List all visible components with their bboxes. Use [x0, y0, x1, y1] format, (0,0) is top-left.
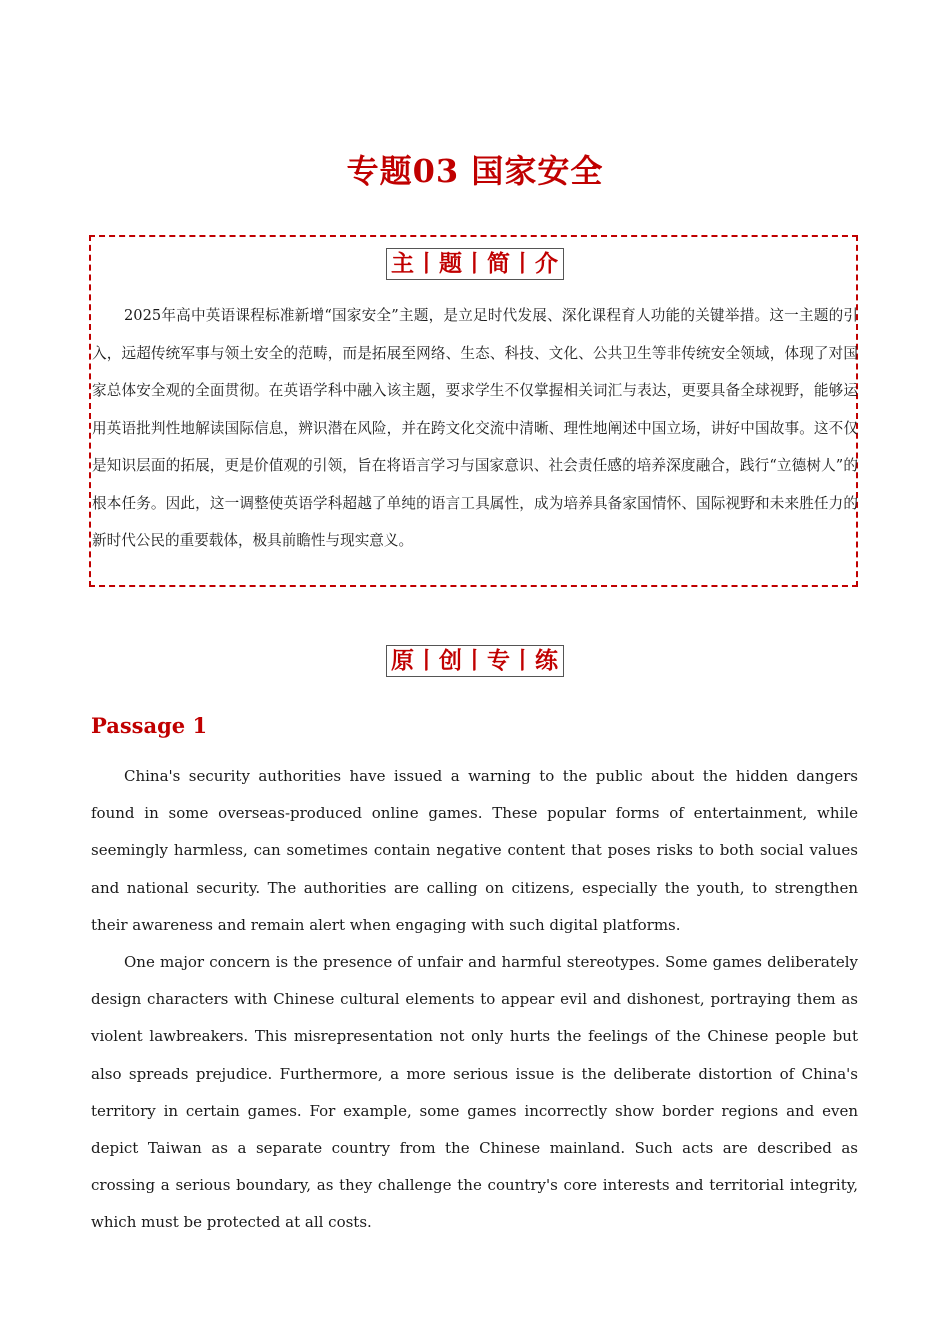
intro-heading-label: 主丨题丨简丨介 — [386, 248, 564, 280]
practice-heading — [0, 645, 950, 677]
passage-title: Passage 1 — [91, 713, 208, 738]
practice-heading-label: 原丨创丨专丨练 — [386, 645, 564, 677]
intro-paragraph: 2025年高中英语课程标准新增“国家安全”主题，是立足时代发展、深化课程育人功能的关键举措。这一主题的引入，远超传统军事与领土安全的范畴，而是拓展至网络、生态、科技、文化、公共卫生等非传统安全领域，体现了对国家总体安全观的全面贯彻。在英语学科中融入该主题，要求学生不仅掌握相关词汇与表达，更要具备全球视野，能够运用英语批判性地解读国际信息，辨识潜在风险，并在跨文化交流中清晰、理性地阐述中国立场，讲好中国故事。这不仅是知识层面的拓展，更是价值观的引领，旨在将语言学习与国家意识、社会责任感的培养深度融合，践行“立德树人”的根本任务。因此，这一调整使英语学科超越了单纯的语言工具属性，成为培养具备家国情怀、国际视野和未来胜任力的新时代公民的重要载体，极具前瞻性与现实意义。 — [92, 307, 858, 549]
passage-paragraph: China's security authorities have issued a warning to the public about the hidden dangers found in some overseas-produced online games. These popular forms of entertainment, while seemingly harmless, can sometimes contain negative content that poses risks to both social values and national security. The authorities are calling on citizens, especially the youth, to strengthen their awareness and remain alert when engaging with such digital platforms. — [91, 767, 858, 934]
intro-heading — [0, 248, 950, 280]
passage-paragraph: One major concern is the presence of unfair and harmful stereotypes. Some games deliberately design characters with Chinese cultural elements to appear evil and dishonest, portraying them as violent lawbreakers. This misrepresentation not only hurts the feelings of the Chinese people but also spreads prejudice. Furthermore, a more serious issue is the deliberate distortion of China's territory in certain games. For example, some games incorrectly show border regions and even depict Taiwan as a separate country from the Chinese mainland. Such acts are described as crossing a serious boundary, as they challenge the country's core interests and territorial integrity, which must be protected at all costs. — [91, 953, 858, 1232]
passage-body — [91, 758, 858, 1242]
page-title: 专题03 国家安全 — [346, 152, 604, 191]
